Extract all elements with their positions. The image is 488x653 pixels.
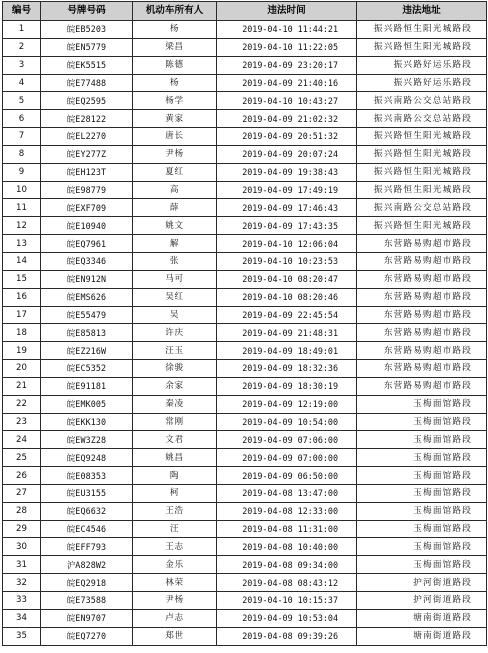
cell-plate: 皖EQ9248 (41, 449, 133, 467)
table-row (3, 342, 487, 360)
cell-time: 2019-04-09 07:06:00 (217, 431, 357, 449)
cell-address: 塘南街道路段 (357, 627, 487, 645)
cell-time: 2019-04-09 17:46:43 (217, 199, 357, 217)
cell-index: 4 (3, 74, 41, 92)
table-row (3, 360, 487, 378)
cell-index: 16 (3, 288, 41, 306)
table-row (3, 145, 487, 163)
cell-plate: 皖EKK130 (41, 413, 133, 431)
cell-time: 2019-04-08 09:39:26 (217, 627, 357, 645)
table-row (3, 449, 487, 467)
cell-index: 6 (3, 110, 41, 128)
table-row (3, 21, 487, 39)
table-row (3, 56, 487, 74)
cell-address: 护河街道路段 (357, 574, 487, 592)
cell-index: 22 (3, 395, 41, 413)
cell-index: 21 (3, 377, 41, 395)
cell-index: 1 (3, 21, 41, 39)
table-row (3, 413, 487, 431)
header-address: 违法地址 (357, 2, 487, 21)
cell-address: 玉梅面馆路段 (357, 395, 487, 413)
cell-plate: 皖EL2270 (41, 128, 133, 146)
cell-owner: 郑世 (133, 627, 217, 645)
cell-time: 2019-04-09 12:19:00 (217, 395, 357, 413)
table-row (3, 520, 487, 538)
cell-time: 2019-04-10 10:43:27 (217, 92, 357, 110)
cell-index: 30 (3, 538, 41, 556)
cell-index: 32 (3, 574, 41, 592)
cell-plate: 皖E28122 (41, 110, 133, 128)
header-time: 违法时间 (217, 2, 357, 21)
cell-address: 东营路易购超市路段 (357, 288, 487, 306)
table-row (3, 484, 487, 502)
cell-owner: 薛 (133, 199, 217, 217)
cell-index: 34 (3, 609, 41, 627)
cell-address: 护河街道路段 (357, 592, 487, 610)
cell-plate: 皖EQ3346 (41, 252, 133, 270)
cell-plate: 皖EMK005 (41, 395, 133, 413)
cell-time: 2019-04-09 21:02:32 (217, 110, 357, 128)
cell-plate: 皖EQ2595 (41, 92, 133, 110)
cell-address: 振兴路恒生阳光城路段 (357, 163, 487, 181)
cell-index: 20 (3, 360, 41, 378)
cell-plate: 皖EC5352 (41, 360, 133, 378)
cell-owner: 马可 (133, 270, 217, 288)
cell-index: 5 (3, 92, 41, 110)
cell-time: 2019-04-10 11:44:21 (217, 21, 357, 39)
cell-address: 玉梅面馆路段 (357, 413, 487, 431)
cell-address: 塘南街道路段 (357, 609, 487, 627)
cell-owner: 余家 (133, 377, 217, 395)
table-row (3, 574, 487, 592)
cell-plate: 皖EZ216W (41, 342, 133, 360)
cell-plate: 皖EMS626 (41, 288, 133, 306)
cell-time: 2019-04-10 10:15:37 (217, 592, 357, 610)
cell-address: 玉梅面馆路段 (357, 538, 487, 556)
cell-address: 东营路易购超市路段 (357, 235, 487, 253)
cell-time: 2019-04-09 18:49:01 (217, 342, 357, 360)
cell-plate: 皖E98779 (41, 181, 133, 199)
cell-plate: 皖EN912N (41, 270, 133, 288)
cell-owner: 唐长 (133, 128, 217, 146)
table-row (3, 199, 487, 217)
cell-time: 2019-04-08 11:31:00 (217, 520, 357, 538)
header-row (3, 2, 487, 21)
cell-owner: 尹杨 (133, 592, 217, 610)
cell-index: 26 (3, 467, 41, 485)
cell-index: 12 (3, 217, 41, 235)
cell-plate: 皖EQ7270 (41, 627, 133, 645)
table-row (3, 181, 487, 199)
cell-index: 33 (3, 592, 41, 610)
cell-plate: 皖E91181 (41, 377, 133, 395)
cell-index: 31 (3, 556, 41, 574)
cell-owner: 王志 (133, 538, 217, 556)
cell-plate: 皖E10940 (41, 217, 133, 235)
cell-index: 14 (3, 252, 41, 270)
cell-time: 2019-04-08 13:47:00 (217, 484, 357, 502)
cell-plate: 皖EN5779 (41, 38, 133, 56)
cell-address: 玉梅面馆路段 (357, 484, 487, 502)
cell-time: 2019-04-09 10:54:00 (217, 413, 357, 431)
cell-address: 东营路易购超市路段 (357, 306, 487, 324)
cell-index: 13 (3, 235, 41, 253)
cell-index: 3 (3, 56, 41, 74)
cell-index: 23 (3, 413, 41, 431)
table-row (3, 627, 487, 645)
cell-time: 2019-04-09 17:43:35 (217, 217, 357, 235)
cell-time: 2019-04-08 09:34:00 (217, 556, 357, 574)
cell-address: 东营路易购超市路段 (357, 270, 487, 288)
cell-owner: 陶 (133, 467, 217, 485)
cell-index: 2 (3, 38, 41, 56)
table-row (3, 252, 487, 270)
cell-time: 2019-04-08 08:43:12 (217, 574, 357, 592)
cell-owner: 解 (133, 235, 217, 253)
cell-time: 2019-04-09 06:50:00 (217, 467, 357, 485)
cell-plate: 皖EC4546 (41, 520, 133, 538)
table-row (3, 235, 487, 253)
table-row (3, 467, 487, 485)
table-row (3, 74, 487, 92)
cell-plate: 皖EFF793 (41, 538, 133, 556)
cell-owner: 许庆 (133, 324, 217, 342)
cell-plate: 皖EXF709 (41, 199, 133, 217)
cell-owner: 汪 (133, 520, 217, 538)
cell-address: 振兴路好运乐路段 (357, 74, 487, 92)
table-row (3, 38, 487, 56)
cell-time: 2019-04-09 22:45:54 (217, 306, 357, 324)
table-row (3, 217, 487, 235)
cell-plate: 皖EK5515 (41, 56, 133, 74)
cell-address: 振兴路恒生阳光城路段 (357, 38, 487, 56)
cell-time: 2019-04-09 20:07:24 (217, 145, 357, 163)
table-row (3, 288, 487, 306)
cell-plate: 皖EU3155 (41, 484, 133, 502)
cell-time: 2019-04-08 10:40:00 (217, 538, 357, 556)
cell-address: 东营路易购超市路段 (357, 360, 487, 378)
cell-address: 玉梅面馆路段 (357, 556, 487, 574)
cell-plate: 皖E77488 (41, 74, 133, 92)
table-row (3, 538, 487, 556)
cell-owner: 金乐 (133, 556, 217, 574)
cell-plate: 皖EB5203 (41, 21, 133, 39)
table-row (3, 92, 487, 110)
cell-address: 振兴南路公交总站路段 (357, 199, 487, 217)
cell-plate: 皖EQ7961 (41, 235, 133, 253)
cell-plate: 皖EW3Z28 (41, 431, 133, 449)
cell-index: 11 (3, 199, 41, 217)
cell-time: 2019-04-09 17:49:19 (217, 181, 357, 199)
cell-address: 振兴南路公交总站路段 (357, 110, 487, 128)
cell-time: 2019-04-10 12:06:04 (217, 235, 357, 253)
cell-time: 2019-04-08 12:33:00 (217, 502, 357, 520)
cell-address: 振兴路恒生阳光城路段 (357, 217, 487, 235)
cell-plate: 皖E85813 (41, 324, 133, 342)
table-row (3, 306, 487, 324)
cell-address: 振兴南路公交总站路段 (357, 92, 487, 110)
cell-index: 27 (3, 484, 41, 502)
cell-index: 25 (3, 449, 41, 467)
cell-address: 东营路易购超市路段 (357, 342, 487, 360)
cell-owner: 姚文 (133, 217, 217, 235)
cell-owner: 黄家 (133, 110, 217, 128)
table-row (3, 556, 487, 574)
cell-time: 2019-04-10 08:20:47 (217, 270, 357, 288)
cell-owner: 杨 (133, 74, 217, 92)
cell-plate: 皖EQ6632 (41, 502, 133, 520)
cell-index: 35 (3, 627, 41, 645)
cell-index: 10 (3, 181, 41, 199)
cell-owner: 陈德 (133, 56, 217, 74)
cell-owner: 吴 (133, 306, 217, 324)
cell-time: 2019-04-10 08:20:46 (217, 288, 357, 306)
cell-time: 2019-04-09 21:40:16 (217, 74, 357, 92)
cell-address: 振兴路恒生阳光城路段 (357, 21, 487, 39)
cell-owner: 梁昌 (133, 38, 217, 56)
cell-index: 7 (3, 128, 41, 146)
cell-address: 玉梅面馆路段 (357, 449, 487, 467)
cell-owner: 常刚 (133, 413, 217, 431)
cell-address: 振兴路恒生阳光城路段 (357, 128, 487, 146)
cell-address: 东营路易购超市路段 (357, 377, 487, 395)
header-owner: 机动车所有人 (133, 2, 217, 21)
cell-plate: 皖E08353 (41, 467, 133, 485)
cell-plate: 皖EN9707 (41, 609, 133, 627)
table-row (3, 324, 487, 342)
table-row (3, 592, 487, 610)
cell-plate: 皖EQ2918 (41, 574, 133, 592)
violations-table (2, 1, 487, 646)
cell-owner: 杨 (133, 21, 217, 39)
cell-time: 2019-04-09 18:32:36 (217, 360, 357, 378)
cell-address: 玉梅面馆路段 (357, 502, 487, 520)
cell-plate: 沪A828W2 (41, 556, 133, 574)
cell-owner: 夏红 (133, 163, 217, 181)
cell-index: 24 (3, 431, 41, 449)
cell-time: 2019-04-09 18:30:19 (217, 377, 357, 395)
cell-owner: 杨学 (133, 92, 217, 110)
cell-plate: 皖EH123T (41, 163, 133, 181)
cell-owner: 卢志 (133, 609, 217, 627)
cell-plate: 皖EY277Z (41, 145, 133, 163)
cell-time: 2019-04-09 21:48:31 (217, 324, 357, 342)
cell-address: 玉梅面馆路段 (357, 520, 487, 538)
cell-owner: 林荣 (133, 574, 217, 592)
table-row (3, 431, 487, 449)
cell-address: 玉梅面馆路段 (357, 431, 487, 449)
cell-index: 19 (3, 342, 41, 360)
cell-time: 2019-04-09 23:20:17 (217, 56, 357, 74)
cell-address: 振兴路恒生阳光城路段 (357, 145, 487, 163)
table-row (3, 377, 487, 395)
cell-address: 振兴路恒生阳光城路段 (357, 181, 487, 199)
cell-time: 2019-04-10 11:22:05 (217, 38, 357, 56)
cell-index: 18 (3, 324, 41, 342)
table-row (3, 395, 487, 413)
cell-time: 2019-04-09 07:00:00 (217, 449, 357, 467)
cell-owner: 徐骏 (133, 360, 217, 378)
table-row (3, 110, 487, 128)
cell-owner: 高 (133, 181, 217, 199)
cell-address: 振兴路好运乐路段 (357, 56, 487, 74)
cell-owner: 秦凌 (133, 395, 217, 413)
header-index: 编号 (3, 2, 41, 21)
cell-owner: 吴红 (133, 288, 217, 306)
cell-address: 玉梅面馆路段 (357, 467, 487, 485)
cell-plate: 皖E55479 (41, 306, 133, 324)
cell-address: 东营路易购超市路段 (357, 252, 487, 270)
cell-address: 东营路易购超市路段 (357, 324, 487, 342)
cell-index: 29 (3, 520, 41, 538)
cell-time: 2019-04-09 19:38:43 (217, 163, 357, 181)
cell-time: 2019-04-09 20:51:32 (217, 128, 357, 146)
table-row (3, 270, 487, 288)
cell-index: 9 (3, 163, 41, 181)
cell-plate: 皖E73588 (41, 592, 133, 610)
cell-owner: 张 (133, 252, 217, 270)
cell-owner: 汪玉 (133, 342, 217, 360)
table-row (3, 609, 487, 627)
cell-owner: 文君 (133, 431, 217, 449)
cell-index: 8 (3, 145, 41, 163)
cell-index: 17 (3, 306, 41, 324)
table-row (3, 128, 487, 146)
cell-owner: 柯 (133, 484, 217, 502)
table-body (3, 21, 487, 646)
cell-time: 2019-04-09 10:53:04 (217, 609, 357, 627)
cell-owner: 姚昌 (133, 449, 217, 467)
table-row (3, 163, 487, 181)
header-plate: 号牌号码 (41, 2, 133, 21)
cell-time: 2019-04-10 10:23:53 (217, 252, 357, 270)
cell-owner: 王浩 (133, 502, 217, 520)
cell-owner: 尹杨 (133, 145, 217, 163)
cell-index: 15 (3, 270, 41, 288)
cell-index: 28 (3, 502, 41, 520)
table-row (3, 502, 487, 520)
